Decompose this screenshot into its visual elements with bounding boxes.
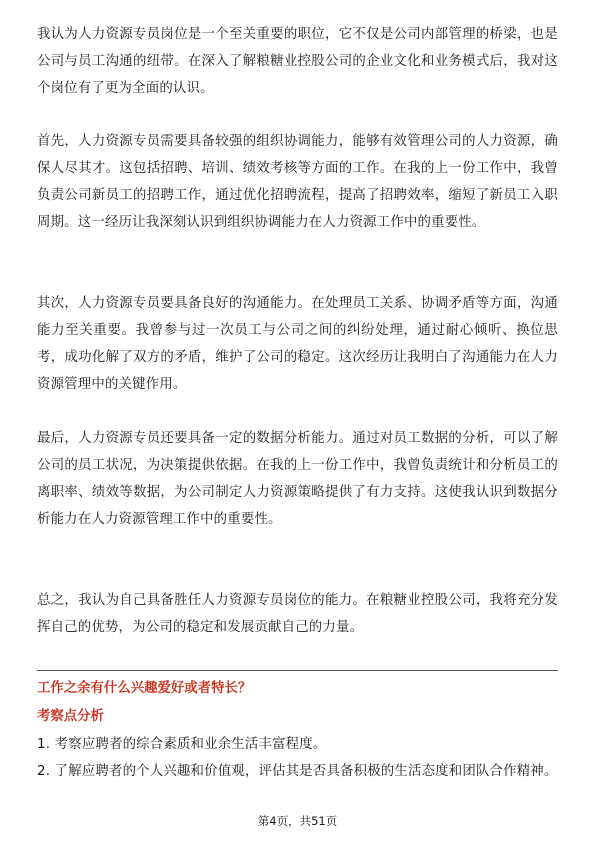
answer-paragraph-first: 首先，人力资源专员需要具备较强的组织协调能力，能够有效管理公司的人力资源，确保人尽其才。这包括招聘、培训、绩效考核等方面的工作。在我的上一份工作中，我曾负责公司新员工的招聘工作，通过优化招聘流程，提高了招聘效率，缩短了新员工入职周期。这一经历让我深刻认识到组织协调能力在人力资源工作中的重要性。	[37, 134, 558, 230]
answer-paragraph-last: 最后，人力资源专员还要具备一定的数据分析能力。通过对员工数据的分析，可以了解公司的员工状况，为决策提供依据。在我的上一份工作中，我曾负责统计和分析员工的离职率、绩效等数据，为公司制定人力资源策略提供了有力支持。这使我认识到数据分析能力在人力资源管理工作中的重要性。	[37, 431, 558, 527]
analysis-title: 考察点分析	[37, 709, 104, 724]
analysis-point: 2. 了解应聘者的个人兴趣和价值观，评估其是否具备积极的生活态度和团队合作精神。	[37, 764, 558, 779]
answer-paragraph-second: 其次，人力资源专员要具备良好的沟通能力。在处理员工关系、协调矛盾等方面，沟通能力至关重要。我曾参与过一次员工与公司之间的纠纷处理，通过耐心倾听、换位思考，成功化解了双方的矛盾，维护了公司的稳定。这次经历让我明白了沟通能力在人力资源管理中的关键作用。	[37, 296, 558, 392]
answer-paragraph-summary: 总之，我认为自己具备胜任人力资源专员岗位的能力。在粮糖业控股公司，我将充分发挥自己的优势，为公司的稳定和发展贡献自己的力量。	[37, 593, 558, 635]
answer-paragraph-intro: 我认为人力资源专员岗位是一个至关重要的职位，它不仅是公司内部管理的桥梁，也是公司与员工沟通的纽带。在深入了解粮糖业控股公司的企业文化和业务模式后，我对这个岗位有了更为全面的认识。	[37, 27, 558, 96]
analysis-point: 1. 考察应聘者的综合素质和业余生活丰富程度。	[37, 737, 327, 752]
page-number: 第4页，共51页	[257, 814, 338, 828]
interview-question: 工作之余有什么兴趣爱好或者特长？	[37, 681, 252, 696]
section-divider	[37, 670, 558, 671]
